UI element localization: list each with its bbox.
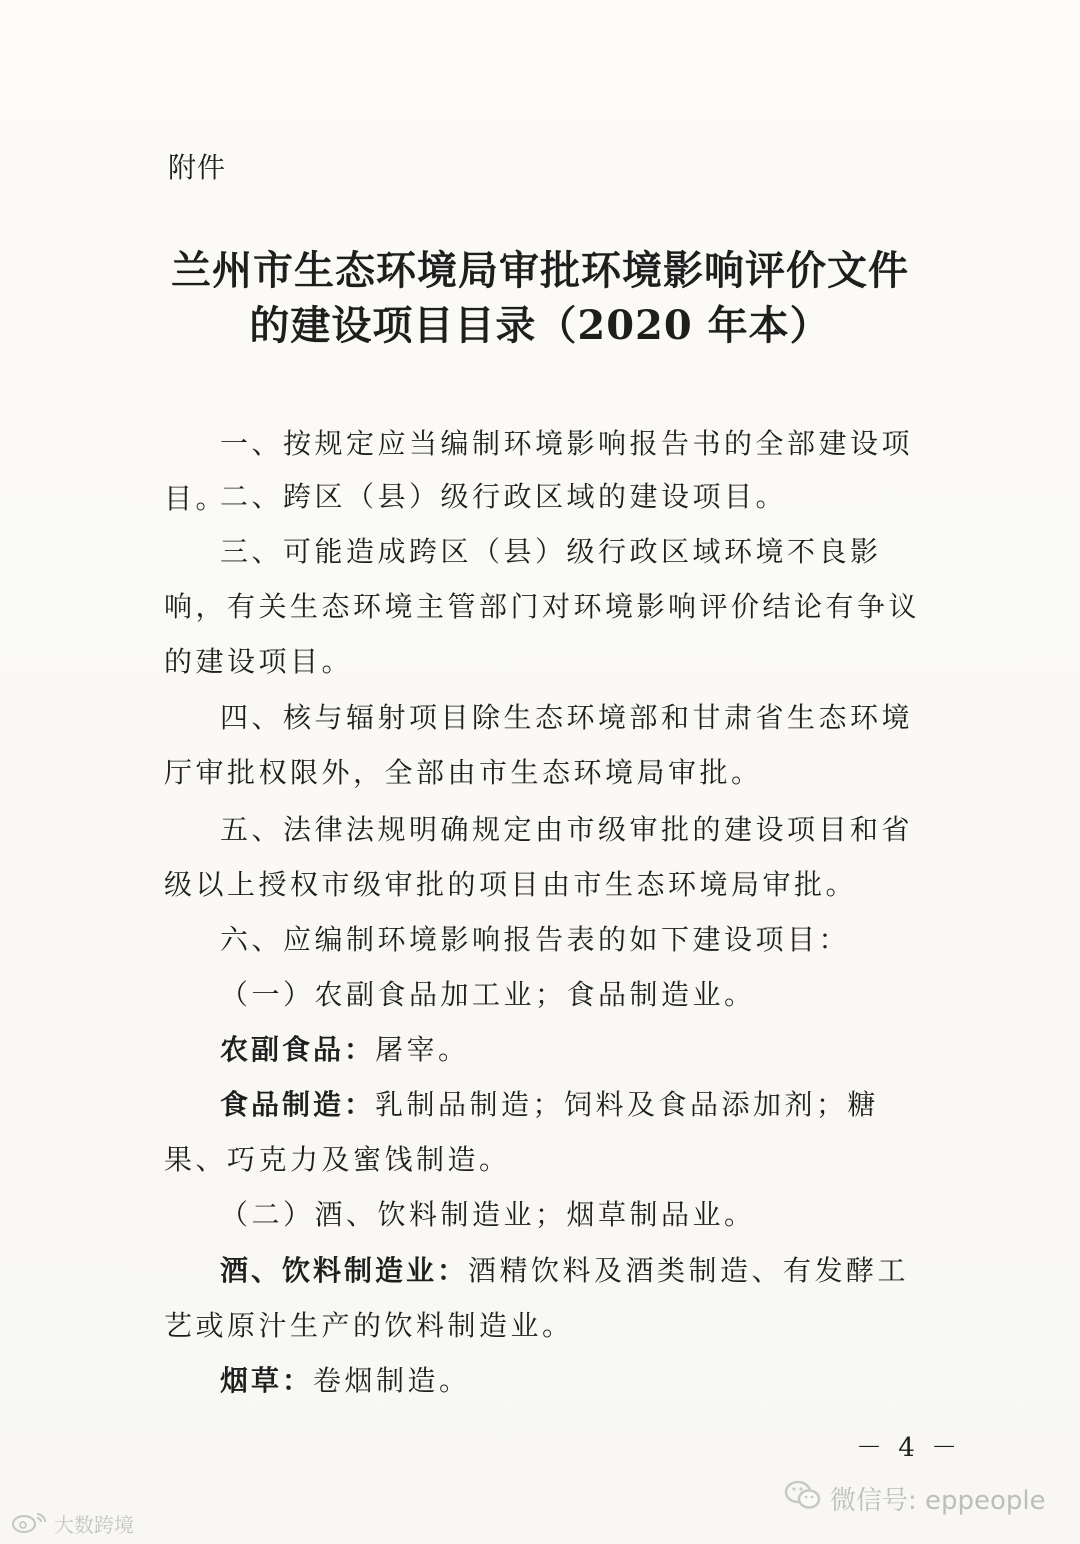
paragraph-8 <box>164 1022 924 1077</box>
brand-watermark-text: 大数跨境 <box>54 1512 134 1537</box>
paragraph-9 <box>164 1077 924 1187</box>
wechat-icon <box>784 1479 822 1518</box>
item-text-tobacco: 卷烟制造。 <box>313 1364 471 1397</box>
paragraph-5: 五、法律法规明确规定由市级审批的建设项目和省级以上授权市级审批的项目由市生态环境局审批。 <box>164 813 914 901</box>
page-number: － 4 － <box>856 1433 962 1463</box>
wechat-id-text: 微信号: eppeople <box>830 1485 1046 1516</box>
paragraph-1: 一、按规定应当编制环境影响报告书的全部建设项目。 <box>164 427 914 515</box>
paragraph-2: 二、跨区（县）级行政区域的建设项目。 <box>220 480 788 513</box>
paragraph-10: （二）酒、饮料制造业；烟草制品业。 <box>220 1198 756 1231</box>
item-text-food-manufacturing: 乳制品制造；饲料及食品添加剂；糖果、巧克力及蜜饯制造。 <box>164 1088 880 1176</box>
item-text-beverage: 酒精饮料及酒类制造、有发酵工艺或原汁生产的饮料制造业。 <box>164 1254 910 1342</box>
attachment-label: 附件 <box>168 151 227 184</box>
paragraph-11 <box>164 1243 924 1353</box>
item-label-tobacco: 烟草： <box>220 1364 314 1397</box>
paragraph-4: 四、核与辐射项目除生态环境部和甘肃省生态环境厅审批权限外，全部由市生态环境局审批。 <box>164 701 914 789</box>
brand-watermark <box>10 1508 134 1538</box>
item-label-beverage: 酒、饮料制造业： <box>220 1254 469 1287</box>
paragraph-3: 三、可能造成跨区（县）级行政区域环境不良影响，有关生态环境主管部门对环境影响评价结论有争议的建设项目。 <box>164 535 921 678</box>
paragraph-7: （一）农副食品加工业；食品制造业。 <box>220 978 756 1011</box>
weibo-icon <box>10 1508 50 1539</box>
item-text-agri-food: 屠宰。 <box>375 1033 470 1066</box>
document-title-line-2: 的建设项目目录（2020 年本） <box>249 302 831 349</box>
paragraph-12 <box>164 1353 924 1408</box>
item-label-food-manufacturing: 食品制造： <box>220 1088 376 1121</box>
wechat-watermark <box>784 1478 1046 1518</box>
item-label-agri-food: 农副食品： <box>220 1033 376 1066</box>
document-title-line-1: 兰州市生态环境局审批环境影响评价文件 <box>171 247 909 294</box>
paragraph-6: 六、应编制环境影响报告表的如下建设项目： <box>220 923 851 956</box>
